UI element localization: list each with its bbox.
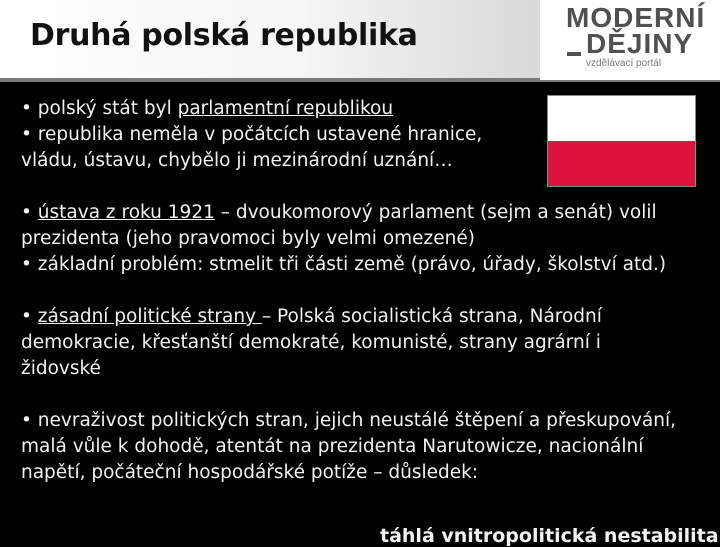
bullet-text: – Polská socialistická strana, Národní demokracie, křesťanští demokraté, komunisté, strany agrární i židovské xyxy=(21,306,602,379)
logo-line2: DĚJINY xyxy=(586,28,694,59)
spacer xyxy=(21,278,711,304)
bullet-parliamentary-republic xyxy=(21,96,711,122)
slide-body xyxy=(21,96,711,486)
conclusion-text: táhlá vnitropolitická nestabilita xyxy=(380,525,719,547)
spacer xyxy=(21,382,711,408)
bullet-main-problem: • základní problém: stmelit tři části země (právo, úřady, školství atd.) xyxy=(21,254,667,275)
logo-dash xyxy=(567,52,581,56)
slide-title: Druhá polská republika xyxy=(30,18,418,53)
bullet-marker: • xyxy=(21,306,38,327)
bullet-political-parties xyxy=(21,304,651,382)
bullet-instability: • nevraživost politických stran, jejich neustálé štěpení a přeskupování, malá vůle k dohodě, atentát na prezidenta Narutowicze, nacionální napětí, počáteční hospodářské potíže – důsledek: xyxy=(21,410,677,483)
bullet-marker: • xyxy=(21,202,38,223)
moderni-dejiny-logo[interactable] xyxy=(540,0,720,80)
politicke-strany-link[interactable]: zásadní politické strany xyxy=(37,306,262,327)
ustava-1921-link[interactable]: ústava z roku 1921 xyxy=(37,202,215,223)
parlamentni-republika-link[interactable]: parlamentní republikou xyxy=(177,98,394,119)
bullet-early-republic: • republika neměla v počátcích ustavené hranice, vládu, ústavu, chybělo ji mezinárodní uznání… xyxy=(21,124,483,171)
bullet-text: • polský stát byl xyxy=(21,98,178,119)
spacer xyxy=(21,174,711,200)
logo-line1: MODERNÍ xyxy=(566,2,706,33)
bullet-constitution xyxy=(21,200,711,252)
bullet-text: – dvoukomorový parlament (sejm a senát) volil prezidenta (jeho pravomoci byly velmi omezené) xyxy=(21,202,657,249)
logo-subtitle: vzdělávací portál xyxy=(586,58,662,69)
